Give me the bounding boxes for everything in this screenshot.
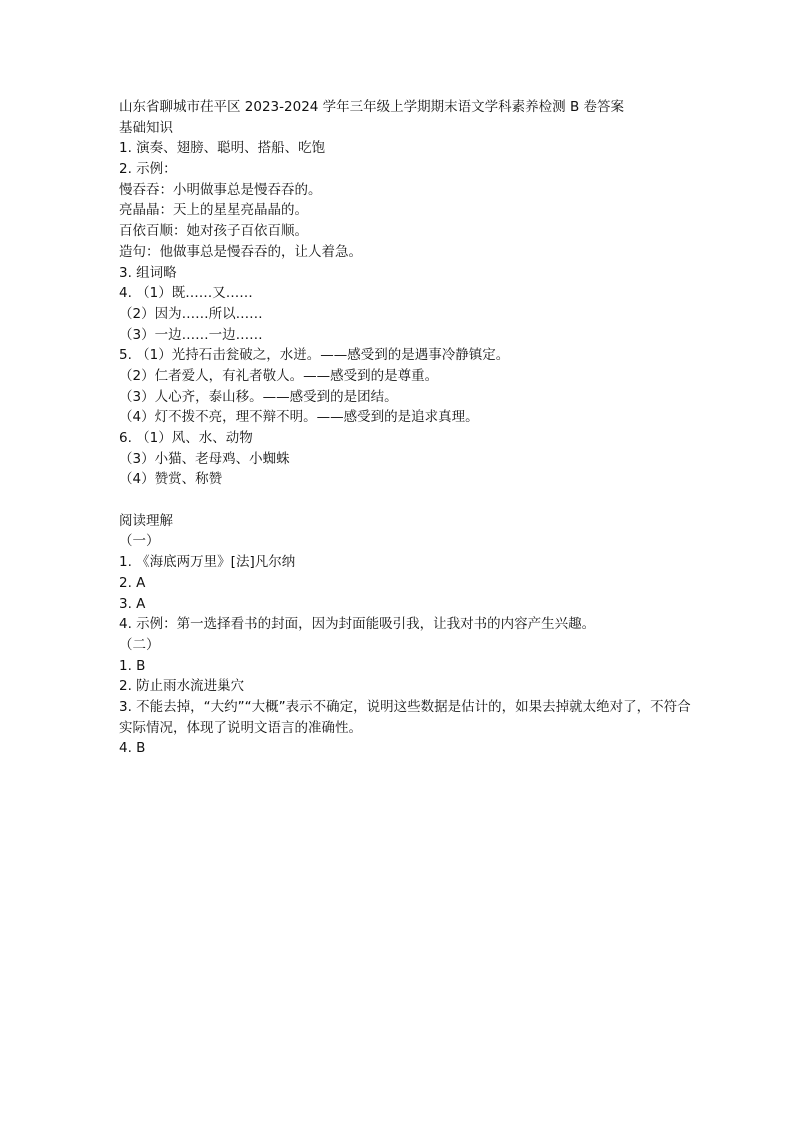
part-label: （一） <box>119 533 160 550</box>
answer-line: 3. 组词略 <box>119 264 177 281</box>
document-title: 山东省聊城市茌平区 2023-2024 学年三年级上学期期末语文学科素养检测 B 卷答案 <box>119 99 625 115</box>
reading-part2-answers <box>119 656 699 759</box>
answer-line: 6. （1）风、水、动物 <box>119 430 253 446</box>
answer-line: 5. （1）光持石击瓮破之，水迸。——感受到的是遇事冷静镇定。 <box>119 347 510 364</box>
reading-part1-answers <box>119 552 699 635</box>
answer-line: （2）因为……所以…… <box>119 305 263 322</box>
answer-line: 造句：他做事总是慢吞吞的，让人着急。 <box>119 243 362 260</box>
answer-line: 1. 《海底两万里》[法]凡尔纳 <box>119 554 296 571</box>
basic-knowledge-answers <box>119 138 699 490</box>
answer-line: 4. 示例：第一选择看书的封面，因为封面能吸引我，让我对书的内容产生兴趣。 <box>119 616 596 633</box>
answer-line: 1. B <box>119 657 146 674</box>
answer-line: （3）人心齐，泰山移。——感受到的是团结。 <box>119 388 398 405</box>
answer-content <box>119 97 699 759</box>
answer-line: 慢吞吞：小明做事总是慢吞吞的。 <box>119 181 322 198</box>
answer-line: 亮晶晶：天上的星星亮晶晶的。 <box>119 202 308 219</box>
answer-line: （2）仁者爱人，有礼者敬人。——感受到的是尊重。 <box>119 367 439 384</box>
answer-line: 3. 不能去掉，“大约”“大概”表示不确定，说明这些数据是估计的，如果去掉就太绝对了，不符合实际情况，体现了说明文语言的准确性。 <box>119 698 691 736</box>
answer-line: 4. （1）既……又…… <box>119 285 253 302</box>
answer-line: 3. A <box>119 595 146 612</box>
answer-line: （4）赞赏、称赞 <box>119 471 223 488</box>
answer-line: 2. 防止雨水流进巢穴 <box>119 678 245 695</box>
answer-line: 4. B <box>119 740 146 757</box>
answer-line: （4）灯不拨不亮，理不辩不明。——感受到的是追求真理。 <box>119 409 479 426</box>
answer-line: （3）一边……一边…… <box>119 326 263 343</box>
section-spacer <box>119 490 699 511</box>
answer-line: 百依百顺：她对孩子百依百顺。 <box>119 223 308 240</box>
answer-line: 2. 示例： <box>119 161 177 178</box>
answer-line: 2. A <box>119 574 146 591</box>
part-label: （二） <box>119 636 160 653</box>
answer-line: （3）小猫、老母鸡、小蜘蛛 <box>119 450 290 467</box>
section-heading-reading: 阅读理解 <box>119 512 173 529</box>
section-heading-basic: 基础知识 <box>119 119 173 136</box>
answer-line: 1. 演奏、翅膀、聪明、搭船、吃饱 <box>119 140 326 157</box>
